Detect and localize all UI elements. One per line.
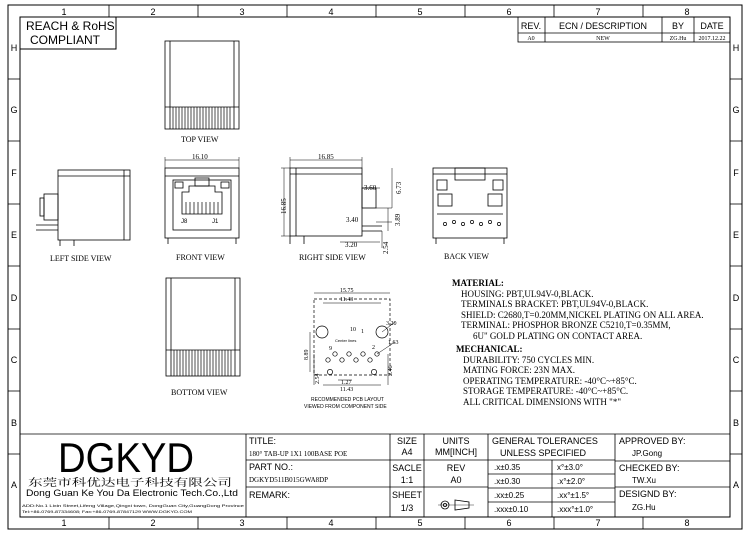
mechanical-title: MECHANICAL:	[456, 344, 523, 354]
pcb-dim-127: 1.27	[341, 380, 352, 386]
dim-front-width: 16.10	[192, 153, 208, 161]
bottom-view	[166, 278, 240, 376]
dim-340: 3.40	[346, 216, 359, 224]
left-side-view	[36, 170, 130, 246]
units-label: UNITS	[442, 436, 470, 446]
col-label-8-top: 8	[684, 7, 690, 17]
pcb-dim-1575: 15.75	[340, 288, 354, 294]
tolerance-r4-c1: .xxx±0.10	[494, 505, 529, 514]
designed-value: ZG.Hu	[632, 503, 656, 512]
row-label-c-left: C	[10, 355, 18, 365]
tolerance-r1-c2: x°±3.0°	[557, 463, 583, 472]
rev-header: REV.	[520, 21, 542, 31]
tolerance-r2-c2: .x°±2.0°	[557, 477, 586, 486]
checked-value: TW.Xu	[632, 476, 657, 485]
col-label-7-bottom: 7	[595, 518, 601, 528]
pcb-caption-line1: RECOMMENDED PCB LAYOUT	[311, 397, 384, 403]
compliance-line2: COMPLIANT	[30, 33, 101, 47]
dim-673: 6.73	[395, 181, 403, 194]
top-view	[165, 41, 239, 129]
material-line-3: SHIELD: C2680,T=0.20MM,NICKEL PLATING ON ALL AREA.	[461, 310, 704, 320]
company-name-cn: 东莞市科优达电子科技有限公司	[28, 478, 168, 489]
tolerance-r4-c2: .xxx°±1.0°	[557, 505, 594, 514]
back-view	[433, 168, 507, 244]
material-line-5: 6U" GOLD PLATING ON CONTACT AREA.	[473, 331, 643, 341]
title-value: 180° TAB-UP 1X1 100BASE POE	[249, 450, 348, 458]
material-line-2: TERMINALS BRACKET: PBT,UL94V-0,BLACK.	[461, 299, 649, 309]
title-label: TITLE:	[249, 436, 277, 446]
designed-label: DESIGND BY:	[619, 489, 677, 499]
pcb-pin-1: 1	[361, 329, 364, 335]
pcb-center-lines: Center lines	[335, 338, 357, 343]
rev-label: REV	[446, 463, 466, 473]
date-cell: 2017.12.22	[698, 36, 726, 42]
top-view-label: TOP VIEW	[181, 135, 219, 144]
row-label-f-left: F	[11, 168, 17, 178]
row-label-b-left: B	[10, 418, 18, 428]
material-line-1: HOUSING: PBT,UL94V-0,BLACK.	[461, 289, 594, 299]
mechanical-line-5: ALL CRITICAL DIMENSIONS WITH "*"	[463, 397, 622, 407]
approved-label: APPROVED BY:	[619, 436, 686, 446]
checked-label: CHECKED BY:	[619, 463, 680, 473]
approved-value: JP.Gong	[632, 449, 663, 458]
col-label-4-top: 4	[328, 7, 334, 17]
right-side-view	[281, 157, 392, 248]
compliance-box	[20, 17, 116, 49]
scale-label: SACLE	[392, 463, 422, 473]
col-label-4-bottom: 4	[328, 518, 334, 528]
row-label-f-right: F	[733, 168, 739, 178]
row-label-g-left: G	[10, 105, 18, 115]
col-label-2-top: 2	[150, 7, 156, 17]
ecn-header: ECN / DESCRIPTION	[558, 21, 648, 31]
front-view-label: FRONT VIEW	[176, 253, 225, 262]
col-label-6-bottom: 6	[506, 518, 512, 528]
row-label-d-left: D	[10, 293, 18, 303]
dim-right-length: 16.85	[318, 153, 334, 161]
row-label-a-left: A	[10, 480, 18, 490]
front-view	[165, 157, 239, 244]
tolerance-r1-c1: .x±0.35	[494, 463, 521, 472]
dim-right-height: 16.85	[280, 198, 288, 214]
col-label-3-top: 3	[239, 7, 245, 17]
dim-320-right: 3.20	[345, 241, 358, 249]
material-line-4: TERMINAL: PHOSPHOR BRONZE C5210,T=0.35MM,	[461, 320, 671, 330]
rev-cell: A0	[527, 36, 535, 42]
remark-label: REMARK:	[249, 490, 291, 500]
company-logo: DGKYD	[58, 434, 194, 481]
part-no-label: PART NO.:	[249, 462, 294, 472]
dim-254: 2.54	[382, 241, 390, 254]
col-label-7-top: 7	[595, 7, 601, 17]
company-contact: Tel:+86-0769-87334608; Fax:+86-0769-87847129 WWW.DGKYD.COM	[22, 509, 192, 514]
tolerance-r3-c1: .xx±0.25	[494, 491, 525, 500]
row-label-h-left: H	[10, 43, 18, 53]
tolerance-r2-c1: .x±0.30	[494, 477, 521, 486]
row-label-e-right: E	[732, 230, 740, 240]
col-label-8-bottom: 8	[684, 518, 690, 528]
part-no-value: DGKYD511B015GWA8DP	[249, 476, 329, 484]
ecn-cell: NEW	[596, 36, 610, 42]
pcb-pin-2: 2	[372, 345, 375, 351]
company-name-en: Dong Guan Ke You Da Electronic Tech.Co.,Ltd	[26, 488, 238, 498]
pcb-dim-246: 2.46	[388, 365, 394, 376]
sheet-label: SHEET	[391, 490, 423, 500]
dim-360: 3.60	[364, 184, 377, 192]
material-title: MATERIAL:	[452, 278, 504, 288]
row-label-h-right: H	[732, 43, 740, 53]
mechanical-line-1: DURABILITY: 750 CYCLES MIN.	[463, 355, 595, 365]
rev-value: A0	[450, 475, 462, 485]
pcb-dim-889: 8.89	[304, 349, 310, 360]
pcb-caption-line2: VIEWED FROM COMPONENT SIDE	[304, 404, 387, 410]
col-label-2-bottom: 2	[150, 518, 156, 528]
jack-label-j8: J8	[181, 219, 188, 225]
scale-value: 1:1	[400, 475, 414, 485]
row-label-g-right: G	[732, 105, 740, 115]
size-label: SIZE	[396, 436, 418, 446]
row-label-c-right: C	[732, 355, 740, 365]
mechanical-line-4: STORAGE TEMPERATURE: -40°C~+85°C.	[463, 386, 629, 396]
col-label-1-top: 1	[61, 7, 67, 17]
pcb-pin-10: 10	[350, 327, 356, 333]
pcb-dim-254: 2.54	[315, 373, 321, 384]
date-header: DATE	[700, 21, 724, 31]
col-label-1-bottom: 1	[61, 518, 67, 528]
sheet-value: 1/3	[400, 503, 414, 513]
by-header: BY	[671, 21, 685, 31]
size-value: A4	[401, 447, 413, 457]
row-label-e-left: E	[10, 230, 18, 240]
dim-389: 3.89	[394, 213, 402, 226]
tolerance-title-1: GENERAL TOLERANCES	[492, 436, 598, 446]
compliance-line1: REACH & RoHS	[26, 19, 115, 33]
col-label-6-top: 6	[506, 7, 512, 17]
notes	[452, 278, 704, 407]
mechanical-line-2: MATING FORCE: 23N MAX.	[463, 365, 576, 375]
col-label-3-bottom: 3	[239, 518, 245, 528]
back-view-label: BACK VIEW	[444, 252, 489, 261]
row-label-a-right: A	[732, 480, 740, 490]
units-value: MM[INCH]	[435, 447, 477, 457]
pcb-dim-1143-bottom: 11.43	[340, 387, 354, 393]
jack-label-j1: J1	[212, 219, 219, 225]
revision-table	[518, 17, 730, 42]
company-address: ADD:No.1 Lixin Street,Lifeng Village,Qingxi town, DongGuan City,GuangDong Province	[22, 503, 246, 508]
by-cell: ZG.Hu	[669, 36, 687, 42]
left-side-view-label: LEFT SIDE VIEW	[50, 254, 112, 263]
pcb-dim-163: 1.63	[388, 340, 399, 346]
bottom-view-label: BOTTOM VIEW	[171, 388, 228, 397]
row-label-d-right: D	[732, 293, 740, 303]
row-label-b-right: B	[732, 418, 740, 428]
col-label-5-top: 5	[417, 7, 423, 17]
tolerance-r3-c2: .xx°±1.5°	[557, 491, 590, 500]
right-side-view-label: RIGHT SIDE VIEW	[299, 253, 366, 262]
tolerance-title-2: UNLESS SPECIFIED	[500, 448, 587, 458]
pcb-dim-320: 3.20	[386, 321, 397, 327]
pcb-dim-1143-top: 11.43	[340, 297, 354, 303]
pcb-pin-9: 9	[329, 346, 332, 352]
col-label-5-bottom: 5	[417, 518, 423, 528]
mechanical-line-3: OPERATING TEMPERATURE: -40°C~+85°C.	[463, 376, 637, 386]
